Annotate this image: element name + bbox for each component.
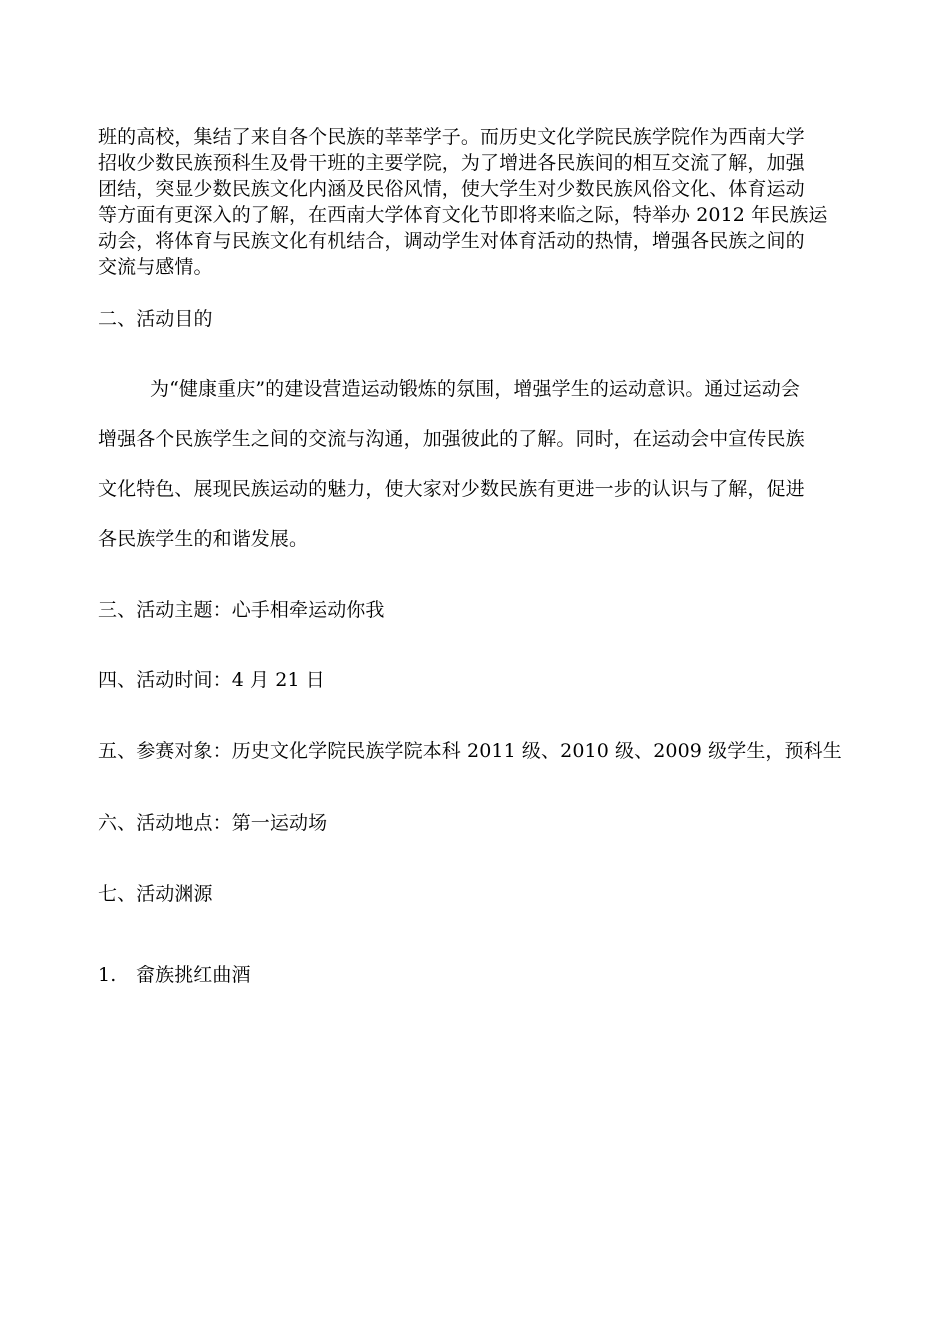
section-origin: 七、活动渊源 [98,883,213,905]
section-time: 四、活动时间：4 月 21 日 [98,669,325,691]
section-theme: 三、活动主题：心手相牵运动你我 [98,599,385,621]
section-heading-purpose: 二、活动目的 [98,308,213,330]
intro-line-2: 招收少数民族预科生及骨干班的主要学院，为了增进各民族间的相互交流了解，加强 [98,152,805,174]
purpose-line-4: 各民族学生的和谐发展。 [98,528,309,550]
intro-line-6: 交流与感情。 [98,256,213,278]
purpose-line-3: 文化特色、展现民族运动的魅力，使大家对少数民族有更进一步的认识与了解，促进 [98,478,805,500]
section-participants: 五、参赛对象：历史文化学院民族学院本科 2011 级、2010 级、2009 级学生，预科生 [98,740,842,762]
intro-line-1: 班的高校，集结了来自各个民族的莘莘学子。而历史文化学院民族学院作为西南大学 [98,126,805,148]
intro-line-4: 等方面有更深入的了解，在西南大学体育文化节即将来临之际，特举办 2012 年民族运 [98,204,828,226]
intro-line-3: 团结，突显少数民族文化内涵及民俗风情，使大学生对少数民族风俗文化、体育运动 [98,178,805,200]
list-item-text: 畲族挑红曲酒 [136,964,251,986]
section-location: 六、活动地点：第一运动场 [98,812,328,834]
purpose-line-1: 为“健康重庆”的建设营造运动锻炼的氛围，增强学生的运动意识。通过运动会 [150,378,800,400]
purpose-line-2: 增强各个民族学生之间的交流与沟通，加强彼此的了解。同时，在运动会中宣传民族 [98,428,805,450]
list-item-number: 1. [98,964,117,986]
intro-line-5: 动会，将体育与民族文化有机结合，调动学生对体育活动的热情，增强各民族之间的 [98,230,805,252]
